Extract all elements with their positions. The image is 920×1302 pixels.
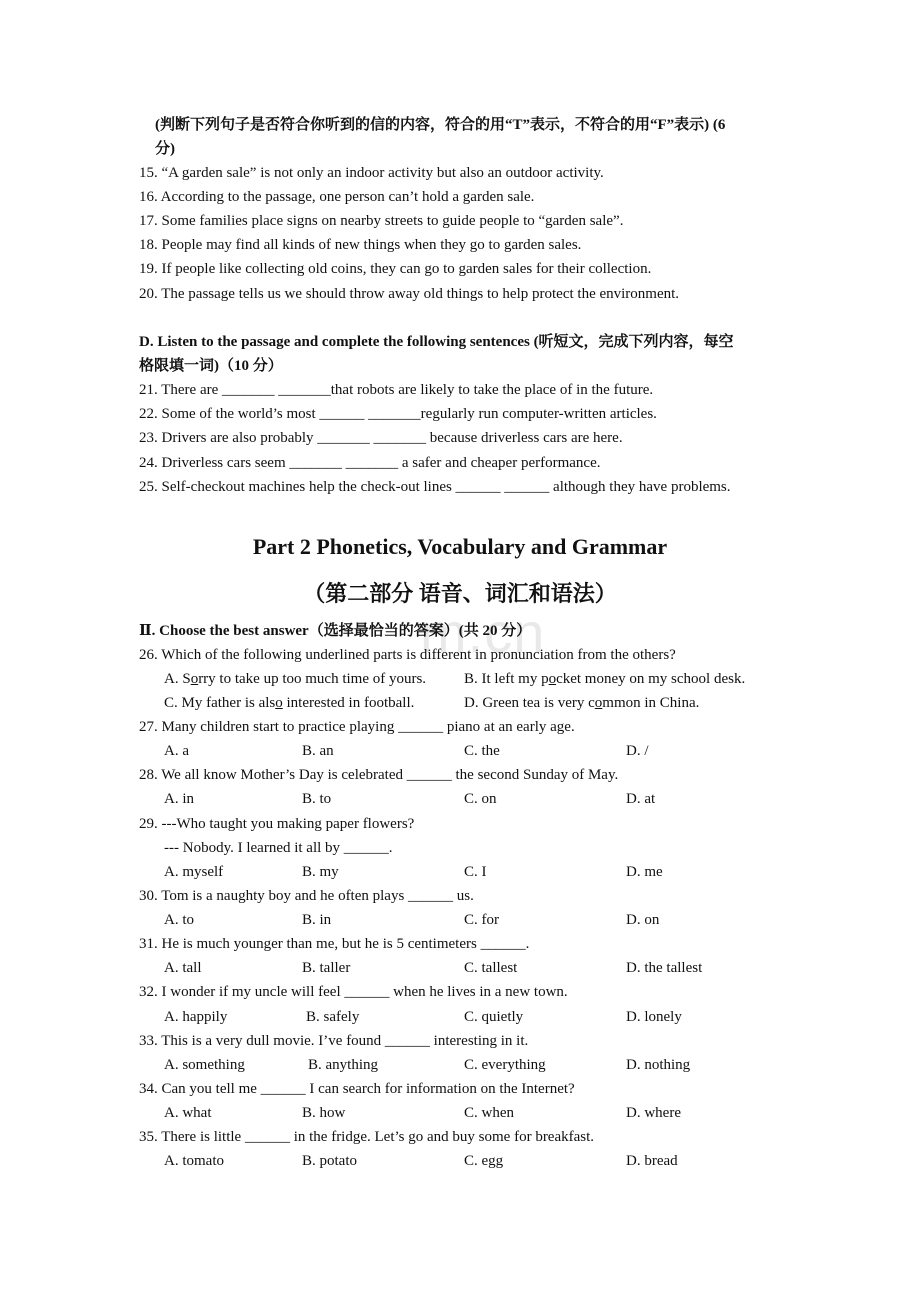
q35-option-c: C. egg <box>464 1153 504 1169</box>
question-30: 30. Tom is a naughty boy and he often plays ______ us. <box>139 888 474 904</box>
question-32: 32. I wonder if my uncle will feel ______ when he lives in a new town. <box>139 984 568 1000</box>
question-17: 17. Some families place signs on nearby streets to guide people to “garden sale”. <box>139 213 624 229</box>
q34-option-a: A. what <box>164 1105 212 1121</box>
q31-option-d: D. the tallest <box>626 960 703 976</box>
q26-option-c: C. My father is also interested in football. <box>164 695 415 711</box>
question-26: 26. Which of the following underlined parts is different in pronunciation from the others? <box>139 647 676 663</box>
q33-option-d: D. nothing <box>626 1057 691 1073</box>
q29-option-a: A. myself <box>164 864 224 880</box>
q28-option-c: C. on <box>464 791 497 807</box>
q27-option-c: C. the <box>464 743 500 759</box>
question-25: 25. Self-checkout machines help the check-out lines ______ ______ although they have problems. <box>139 479 731 495</box>
q28-option-b: B. to <box>302 791 332 807</box>
section-c-instruction-cont: 分) <box>155 141 175 157</box>
q34-option-c: C. when <box>464 1105 514 1121</box>
q35-option-d: D. bread <box>626 1153 678 1169</box>
q35-option-b: B. potato <box>302 1153 357 1169</box>
section-c-instruction: (判断下列句子是否符合你听到的信的内容，符合的用“T”表示，不符合的用“F”表示) (6 <box>155 117 726 133</box>
q31-option-b: B. taller <box>302 960 351 976</box>
section-d-heading: D. Listen to the passage and complete the following sentences (听短文，完成下列内容，每空 <box>139 334 734 350</box>
watermark: m.cn <box>420 601 546 664</box>
q32-option-a: A. happily <box>164 1009 228 1025</box>
question-23: 23. Drivers are also probably _______ _______ because driverless cars are here. <box>139 430 623 446</box>
q35-option-a: A. tomato <box>164 1153 224 1169</box>
q27-option-a: A. a <box>164 743 189 759</box>
question-29: 29. ---Who taught you making paper flowers? <box>139 816 415 832</box>
part2-subtitle: （第二部分 语音、词汇和语法） <box>303 581 617 606</box>
q30-option-c: C. for <box>464 912 499 928</box>
question-19: 19. If people like collecting old coins, they can go to garden sales for their collection. <box>139 261 652 277</box>
section-d-heading-cont: 格限填一词)（10 分） <box>139 358 283 374</box>
q30-option-a: A. to <box>164 912 194 928</box>
q29-option-c: C. I <box>464 864 487 880</box>
question-16: 16. According to the passage, one person can’t hold a garden sale. <box>139 189 535 205</box>
section-ii-heading: Ⅱ. Choose the best answer（选择最恰当的答案）(共 20 分） <box>139 623 532 639</box>
q29-option-b: B. my <box>302 864 339 880</box>
q26-option-a: A. Sorry to take up too much time of yours. <box>164 671 427 687</box>
q31-option-a: A. tall <box>164 960 202 976</box>
q32-option-c: C. quietly <box>464 1009 524 1025</box>
q32-option-d: D. lonely <box>626 1009 682 1025</box>
question-33: 33. This is a very dull movie. I’ve found ______ interesting in it. <box>139 1033 529 1049</box>
part2-title: Part 2 Phonetics, Vocabulary and Grammar <box>252 534 668 559</box>
q26-option-b: B. It left my pocket money on my school desk. <box>464 671 746 687</box>
question-35: 35. There is little ______ in the fridge. Let’s go and buy some for breakfast. <box>139 1129 595 1145</box>
q31-option-c: C. tallest <box>464 960 518 976</box>
question-28: 28. We all know Mother’s Day is celebrated ______ the second Sunday of May. <box>139 767 619 783</box>
question-24: 24. Driverless cars seem _______ _______ a safer and cheaper performance. <box>139 455 601 471</box>
question-29-reply: --- Nobody. I learned it all by ______. <box>164 840 393 856</box>
q27-option-b: B. an <box>302 743 334 759</box>
q28-option-d: D. at <box>626 791 656 807</box>
question-31: 31. He is much younger than me, but he is 5 centimeters ______. <box>139 936 530 952</box>
q27-option-d: D. / <box>626 743 649 759</box>
q33-option-a: A. something <box>164 1057 245 1073</box>
question-20: 20. The passage tells us we should throw away old things to help protect the environment. <box>139 286 680 302</box>
q33-option-b: B. anything <box>308 1057 378 1073</box>
question-15: 15. “A garden sale” is not only an indoor activity but also an outdoor activity. <box>139 165 604 181</box>
question-22: 22. Some of the world’s most ______ _______regularly run computer-written articles. <box>139 406 657 422</box>
question-18: 18. People may find all kinds of new things when they go to garden sales. <box>139 237 582 253</box>
q33-option-c: C. everything <box>464 1057 546 1073</box>
q28-option-a: A. in <box>164 791 194 807</box>
q30-option-b: B. in <box>302 912 332 928</box>
question-21: 21. There are _______ _______that robots are likely to take the place of in the future. <box>139 382 654 398</box>
q29-option-d: D. me <box>626 864 663 880</box>
q34-option-d: D. where <box>626 1105 681 1121</box>
q32-option-b: B. safely <box>306 1009 360 1025</box>
question-34: 34. Can you tell me ______ I can search for information on the Internet? <box>139 1081 575 1097</box>
question-27: 27. Many children start to practice playing ______ piano at an early age. <box>139 719 575 735</box>
q26-option-d: D. Green tea is very common in China. <box>464 695 700 711</box>
q34-option-b: B. how <box>302 1105 346 1121</box>
q30-option-d: D. on <box>626 912 660 928</box>
